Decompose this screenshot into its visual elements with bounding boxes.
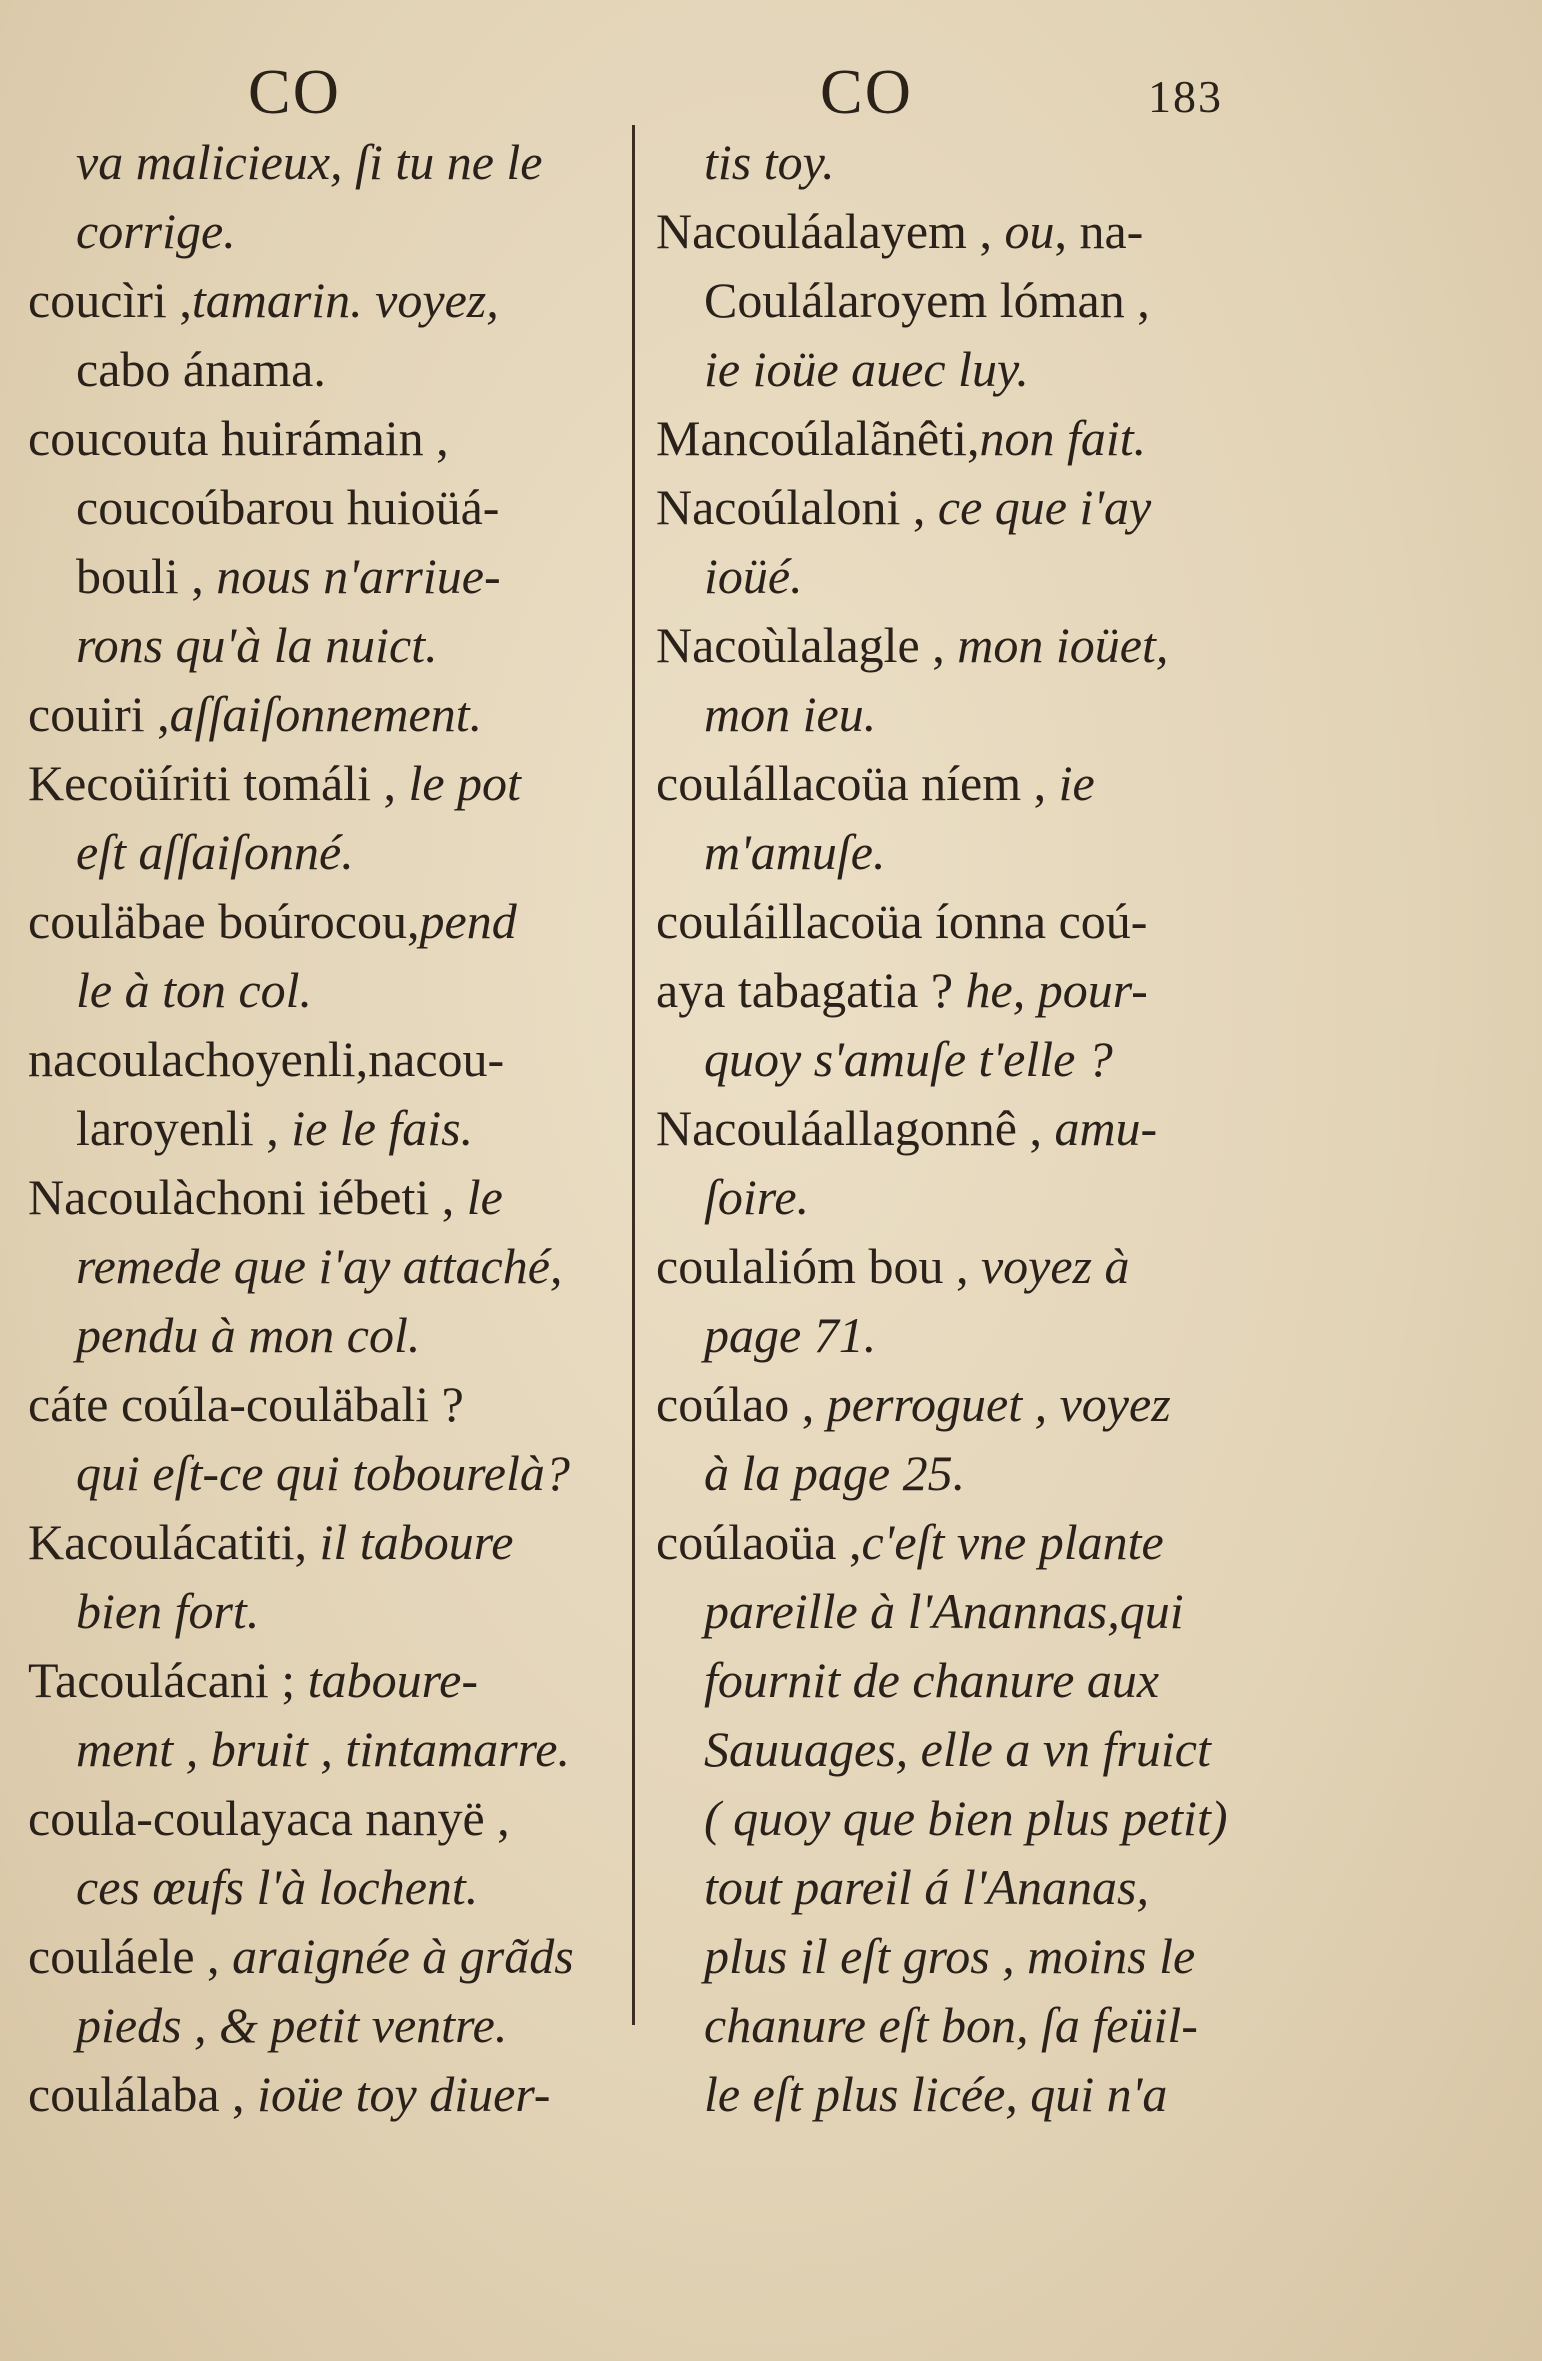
text-run: Sauuages, elle a vn fruict — [704, 1721, 1211, 1777]
text-line — [656, 1163, 1276, 1232]
text-line — [28, 611, 640, 680]
text-run: taboure- — [307, 1652, 479, 1708]
text-run: ( quoy que bien plus petit) — [704, 1790, 1228, 1846]
text-line — [656, 1439, 1276, 1508]
text-run: Nacouláalayem , — [656, 203, 1005, 259]
text-run: couláele , — [28, 1928, 233, 1984]
text-line — [28, 1025, 640, 1094]
text-line — [656, 887, 1276, 956]
text-run: le à ton col. — [76, 962, 313, 1018]
text-run: rons qu'à la nuict. — [76, 617, 438, 673]
text-line — [656, 404, 1276, 473]
text-run: pend — [419, 893, 517, 949]
text-run: ioüé. — [704, 548, 803, 604]
right-column — [656, 128, 1276, 2129]
text-line — [28, 1301, 640, 1370]
running-head-center: CO — [820, 56, 913, 127]
text-line — [656, 473, 1276, 542]
text-run: non fait. — [979, 410, 1147, 466]
text-line — [656, 1370, 1276, 1439]
text-line — [28, 473, 640, 542]
text-run: pieds , & petit ventre. — [76, 1997, 508, 2053]
text-run: corrige. — [76, 203, 236, 259]
text-line — [28, 749, 640, 818]
text-run: ie — [1058, 755, 1095, 811]
text-run: ie le fais. — [291, 1100, 474, 1156]
text-run: ioüe toy diuer- — [257, 2066, 551, 2122]
text-line — [28, 128, 640, 197]
text-run: couläbae boúrocou, — [28, 893, 420, 949]
text-line — [28, 1163, 640, 1232]
text-run: le pot — [408, 755, 521, 811]
text-line — [656, 1784, 1276, 1853]
text-line — [656, 680, 1276, 749]
running-head-left: CO — [248, 56, 341, 127]
text-line — [28, 266, 640, 335]
text-run: page 71. — [704, 1307, 877, 1363]
text-run: c'eſt vne plante — [861, 1514, 1164, 1570]
text-run: cabo ánama. — [76, 341, 326, 397]
text-run: nacoulachoyenli,nacou- — [28, 1031, 505, 1087]
text-run: bouli , — [76, 548, 217, 604]
text-run: coúlaoüa , — [656, 1514, 862, 1570]
text-line — [28, 1784, 640, 1853]
text-run: Nacoulàchoni iébeti , — [28, 1169, 467, 1225]
text-run: bien fort. — [76, 1583, 260, 1639]
text-line — [656, 1232, 1276, 1301]
text-run: Mancoúlalãnêti, — [656, 410, 980, 466]
text-line — [656, 1991, 1276, 2060]
text-run: couláillacoüa íonna coú- — [656, 893, 1148, 949]
text-run: le — [466, 1169, 503, 1225]
text-run: Nacouláallagonnê , — [656, 1100, 1055, 1156]
text-line — [28, 1508, 640, 1577]
text-run: eſt aſſaiſonné. — [76, 824, 354, 880]
text-line — [28, 887, 640, 956]
text-run: tout pareil á l'Ananas, — [704, 1859, 1149, 1915]
text-line — [28, 1439, 640, 1508]
text-line — [656, 197, 1276, 266]
text-line — [656, 542, 1276, 611]
text-run: aya tabagatia ? — [656, 962, 966, 1018]
text-line — [656, 128, 1276, 197]
text-run: qui eſt-ce qui tobourelà? — [76, 1445, 570, 1501]
text-run: perroguet , voyez — [826, 1376, 1171, 1432]
text-line — [656, 1715, 1276, 1784]
text-line — [28, 956, 640, 1025]
text-run: coúlao , — [656, 1376, 827, 1432]
left-column — [28, 128, 640, 2129]
text-run: amu- — [1054, 1100, 1158, 1156]
text-line — [28, 1991, 640, 2060]
text-line — [28, 1577, 640, 1646]
text-run: ce que i'ay — [937, 479, 1152, 535]
text-run: le eſt plus licée, qui n'a — [704, 2066, 1168, 2122]
text-run: nous n'arriue- — [216, 548, 501, 604]
text-line — [28, 335, 640, 404]
text-run: Nacoùlalagle , — [656, 617, 958, 673]
text-line — [28, 1094, 640, 1163]
text-line — [28, 1922, 640, 1991]
text-run: Kacoulácatiti, — [28, 1514, 320, 1570]
text-line — [656, 749, 1276, 818]
text-line — [656, 1025, 1276, 1094]
text-line — [28, 680, 640, 749]
text-line — [656, 1577, 1276, 1646]
text-run: cáte coúla-couläbali ? — [28, 1376, 464, 1432]
text-line — [28, 2060, 640, 2129]
text-run: coulálaba , — [28, 2066, 258, 2122]
text-line — [28, 1232, 640, 1301]
text-run: coula-coulayaca nanyë , — [28, 1790, 510, 1846]
text-line — [656, 1922, 1276, 1991]
text-run: coulállacoüa níem , — [656, 755, 1059, 811]
text-line — [656, 1094, 1276, 1163]
text-run: couiri , — [28, 686, 170, 742]
text-run: mon ieu. — [704, 686, 877, 742]
text-run: ſoire. — [704, 1169, 810, 1225]
text-line — [656, 1301, 1276, 1370]
text-line — [28, 1715, 640, 1784]
text-line — [28, 1370, 640, 1439]
text-line — [656, 1853, 1276, 1922]
text-run: Tacoulácani ; — [28, 1652, 308, 1708]
text-line — [28, 1853, 640, 1922]
text-run: Nacoúlaloni , — [656, 479, 938, 535]
text-run: m'amuſe. — [704, 824, 886, 880]
text-run: à la page 25. — [704, 1445, 966, 1501]
column-divider — [632, 125, 635, 2025]
text-run: ces œufs l'à lochent. — [76, 1859, 479, 1915]
text-run: ment , bruit , tintamarre. — [76, 1721, 570, 1777]
text-run: plus il eſt gros , moins le — [704, 1928, 1196, 1984]
text-run: chanure eſt bon, ſa feüil- — [704, 1997, 1198, 2053]
text-run: remede que i'ay attaché, — [76, 1238, 563, 1294]
text-run: mon ioüet, — [957, 617, 1169, 673]
text-run: coucouta huirámain , — [28, 410, 449, 466]
text-run: voyez à — [980, 1238, 1130, 1294]
text-run: coucoúbarou huioüá- — [76, 479, 500, 535]
text-run: ou — [1004, 203, 1055, 259]
text-line — [28, 404, 640, 473]
text-line — [656, 956, 1276, 1025]
text-run: Kecoüíriti tomáli , — [28, 755, 409, 811]
text-run: he, pour- — [965, 962, 1148, 1018]
text-line — [656, 818, 1276, 887]
text-run: aſſaiſonnement. — [169, 686, 483, 742]
text-line — [28, 818, 640, 887]
text-line — [28, 1646, 640, 1715]
text-line — [656, 1646, 1276, 1715]
text-line — [656, 266, 1276, 335]
text-line — [656, 2060, 1276, 2129]
text-run: quoy s'amuſe t'elle ? — [704, 1031, 1113, 1087]
text-run: pendu à mon col. — [76, 1307, 421, 1363]
text-run: coucìri , — [28, 272, 192, 328]
text-run: araignée à grãds — [232, 1928, 574, 1984]
text-run: tis toy. — [704, 134, 835, 190]
text-line — [28, 197, 640, 266]
text-run: laroyenli , — [76, 1100, 292, 1156]
text-run: Coulálaroyem lóman , — [704, 272, 1150, 328]
text-line — [656, 1508, 1276, 1577]
text-run: , na- — [1054, 203, 1144, 259]
text-run: fournit de chanure aux — [704, 1652, 1160, 1708]
text-run: coulalióm bou , — [656, 1238, 981, 1294]
text-line — [28, 542, 640, 611]
text-run: va malicieux, ſi tu ne le — [76, 134, 543, 190]
text-line — [656, 335, 1276, 404]
text-run: il taboure — [319, 1514, 514, 1570]
text-run: ie ioüe auec luy. — [704, 341, 1029, 397]
text-line — [656, 611, 1276, 680]
text-run: pareille à l'Anannas,qui — [704, 1583, 1184, 1639]
text-run: tamarin. voyez, — [191, 272, 499, 328]
page-number: 183 — [1148, 71, 1223, 122]
